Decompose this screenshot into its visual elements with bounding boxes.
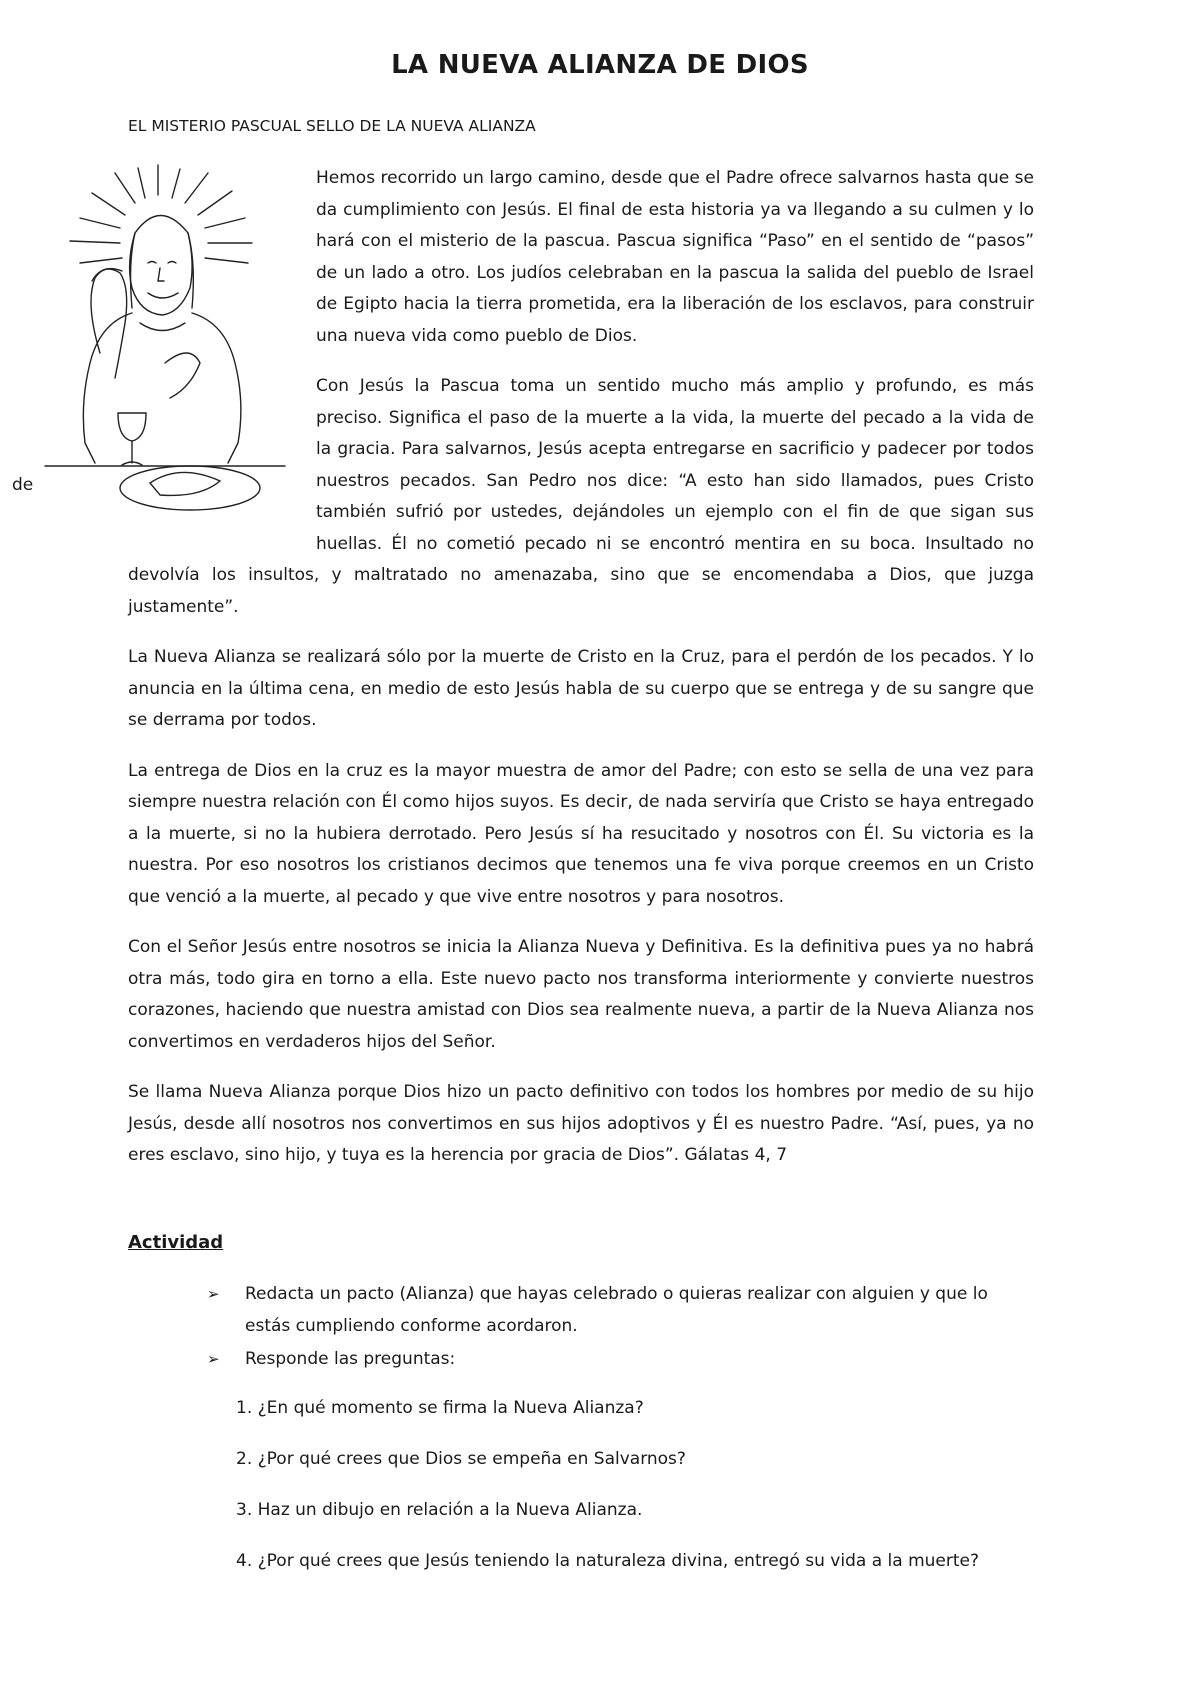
arrow-bullet-icon: ➢ (207, 1350, 220, 1368)
paragraph-6: Se llama Nueva Alianza porque Dios hizo un pacto definitivo con todos los hombres por medio de su hijo Jesús, desde allí nosotros nos convertimos en sus hijos adoptivos y Él es nuestro Padre. “Así, pues, ya no eres esclavo, sino hijo, y tuya es la herencia por gracia de Dios”. Gálatas 4, 7 (128, 1082, 1034, 1165)
body-text (12, 163, 1034, 1191)
jesus-illustration (0, 163, 294, 560)
question-2: 2. ¿Por qué crees que Dios se empeña en Salvarnos? (236, 1449, 686, 1469)
question-3: 3. Haz un dibujo en relación a la Nueva Alianza. (236, 1500, 643, 1520)
question-1: 1. ¿En qué momento se firma la Nueva Alianza? (236, 1398, 644, 1418)
jesus-last-supper-drawing (40, 163, 290, 543)
question-list (236, 1393, 1066, 1597)
paragraph-4: La entrega de Dios en la cruz es la mayor muestra de amor del Padre; con esto se sella de una vez para siempre nuestra relación con Él como hijos suyos. Es decir, de nada serviría que Cristo se haya entregado a la muerte, si no la hubiera derrotado. Pero Jesús sí ha resucitado y nosotros con Él. Su victoria es la nuestra. Por eso nosotros los cristianos decimos que tenemos una fe viva porque creemos en un Cristo que venció a la muerte, al pecado y que vive entre nosotros y para nosotros. (128, 760, 1034, 907)
figure-label: de (12, 475, 34, 495)
paragraph-1: Hemos recorrido un largo camino, desde que el Padre ofrece salvarnos hasta que se da cumplimiento con Jesús. El final de esta historia ya va llegando a su culmen y lo hará con el misterio de la pascua. Pascua significa “Paso” en el sentido de “pasos” de un lado a otro. Los judíos celebraban en la pascua la salida del pueblo de Israel de Egipto hacia la tierra prometida, era la liberación de los esclavos, para construir una nueva vida como pueblo de Dios. (316, 168, 1034, 346)
page-title: LA NUEVA ALIANZA DE DIOS (391, 50, 809, 80)
section-subtitle: EL MISTERIO PASCUAL SELLO DE LA NUEVA ALIANZA (128, 117, 536, 135)
bullet-text: Responde las preguntas: (245, 1349, 456, 1369)
list-item (207, 1344, 1037, 1376)
activity-bullets (207, 1279, 1037, 1378)
list-item (207, 1279, 1037, 1342)
paragraph-3: La Nueva Alianza se realizará sólo por la muerte de Cristo en la Cruz, para el perdón de los pecados. Y lo anuncia en la última cena, en medio de esto Jesús habla de su cuerpo que se entrega y de su sangre que se derrama por todos. (128, 647, 1034, 730)
arrow-bullet-icon: ➢ (207, 1285, 220, 1303)
paragraph-5: Con el Señor Jesús entre nosotros se inicia la Alianza Nueva y Definitiva. Es la definitiva pues ya no habrá otra más, todo gira en torno a ella. Este nuevo pacto nos transforma interiormente y convierte nuestros corazones, haciendo que nuestra amistad con Dios sea realmente nueva, a partir de la Nueva Alianza nos convertimos en verdaderos hijos del Señor. (128, 937, 1034, 1052)
paragraph-2: Con Jesús la Pascua toma un sentido mucho más amplio y profundo, es más preciso. Significa el paso de la muerte a la vida, la muerte del pecado a la vida de la gracia. Para salvarnos, Jesús acepta entregarse en sacrificio y padecer por todos nuestros pecados. San Pedro nos dice: “A esto han sido llamados, pues Cristo también sufrió por ustedes, dejándoles un ejemplo con el fin de que sigan sus huellas. Él no cometió pecado ni se encontró mentira en su boca. Insultado no devolvía los insultos, y maltratado no amenazaba, sino que se encomendaba a Dios, que juzga justamente”. (128, 376, 1034, 617)
activity-heading: Actividad (128, 1232, 224, 1253)
question-4: 4. ¿Por qué crees que Jesús teniendo la naturaleza divina, entregó su vida a la muerte? (236, 1551, 980, 1571)
light-rays-icon (70, 165, 252, 263)
bullet-text: Redacta un pacto (Alianza) que hayas celebrado o quieras realizar con alguien y que lo estás cumpliendo conforme acordaron. (245, 1284, 988, 1336)
